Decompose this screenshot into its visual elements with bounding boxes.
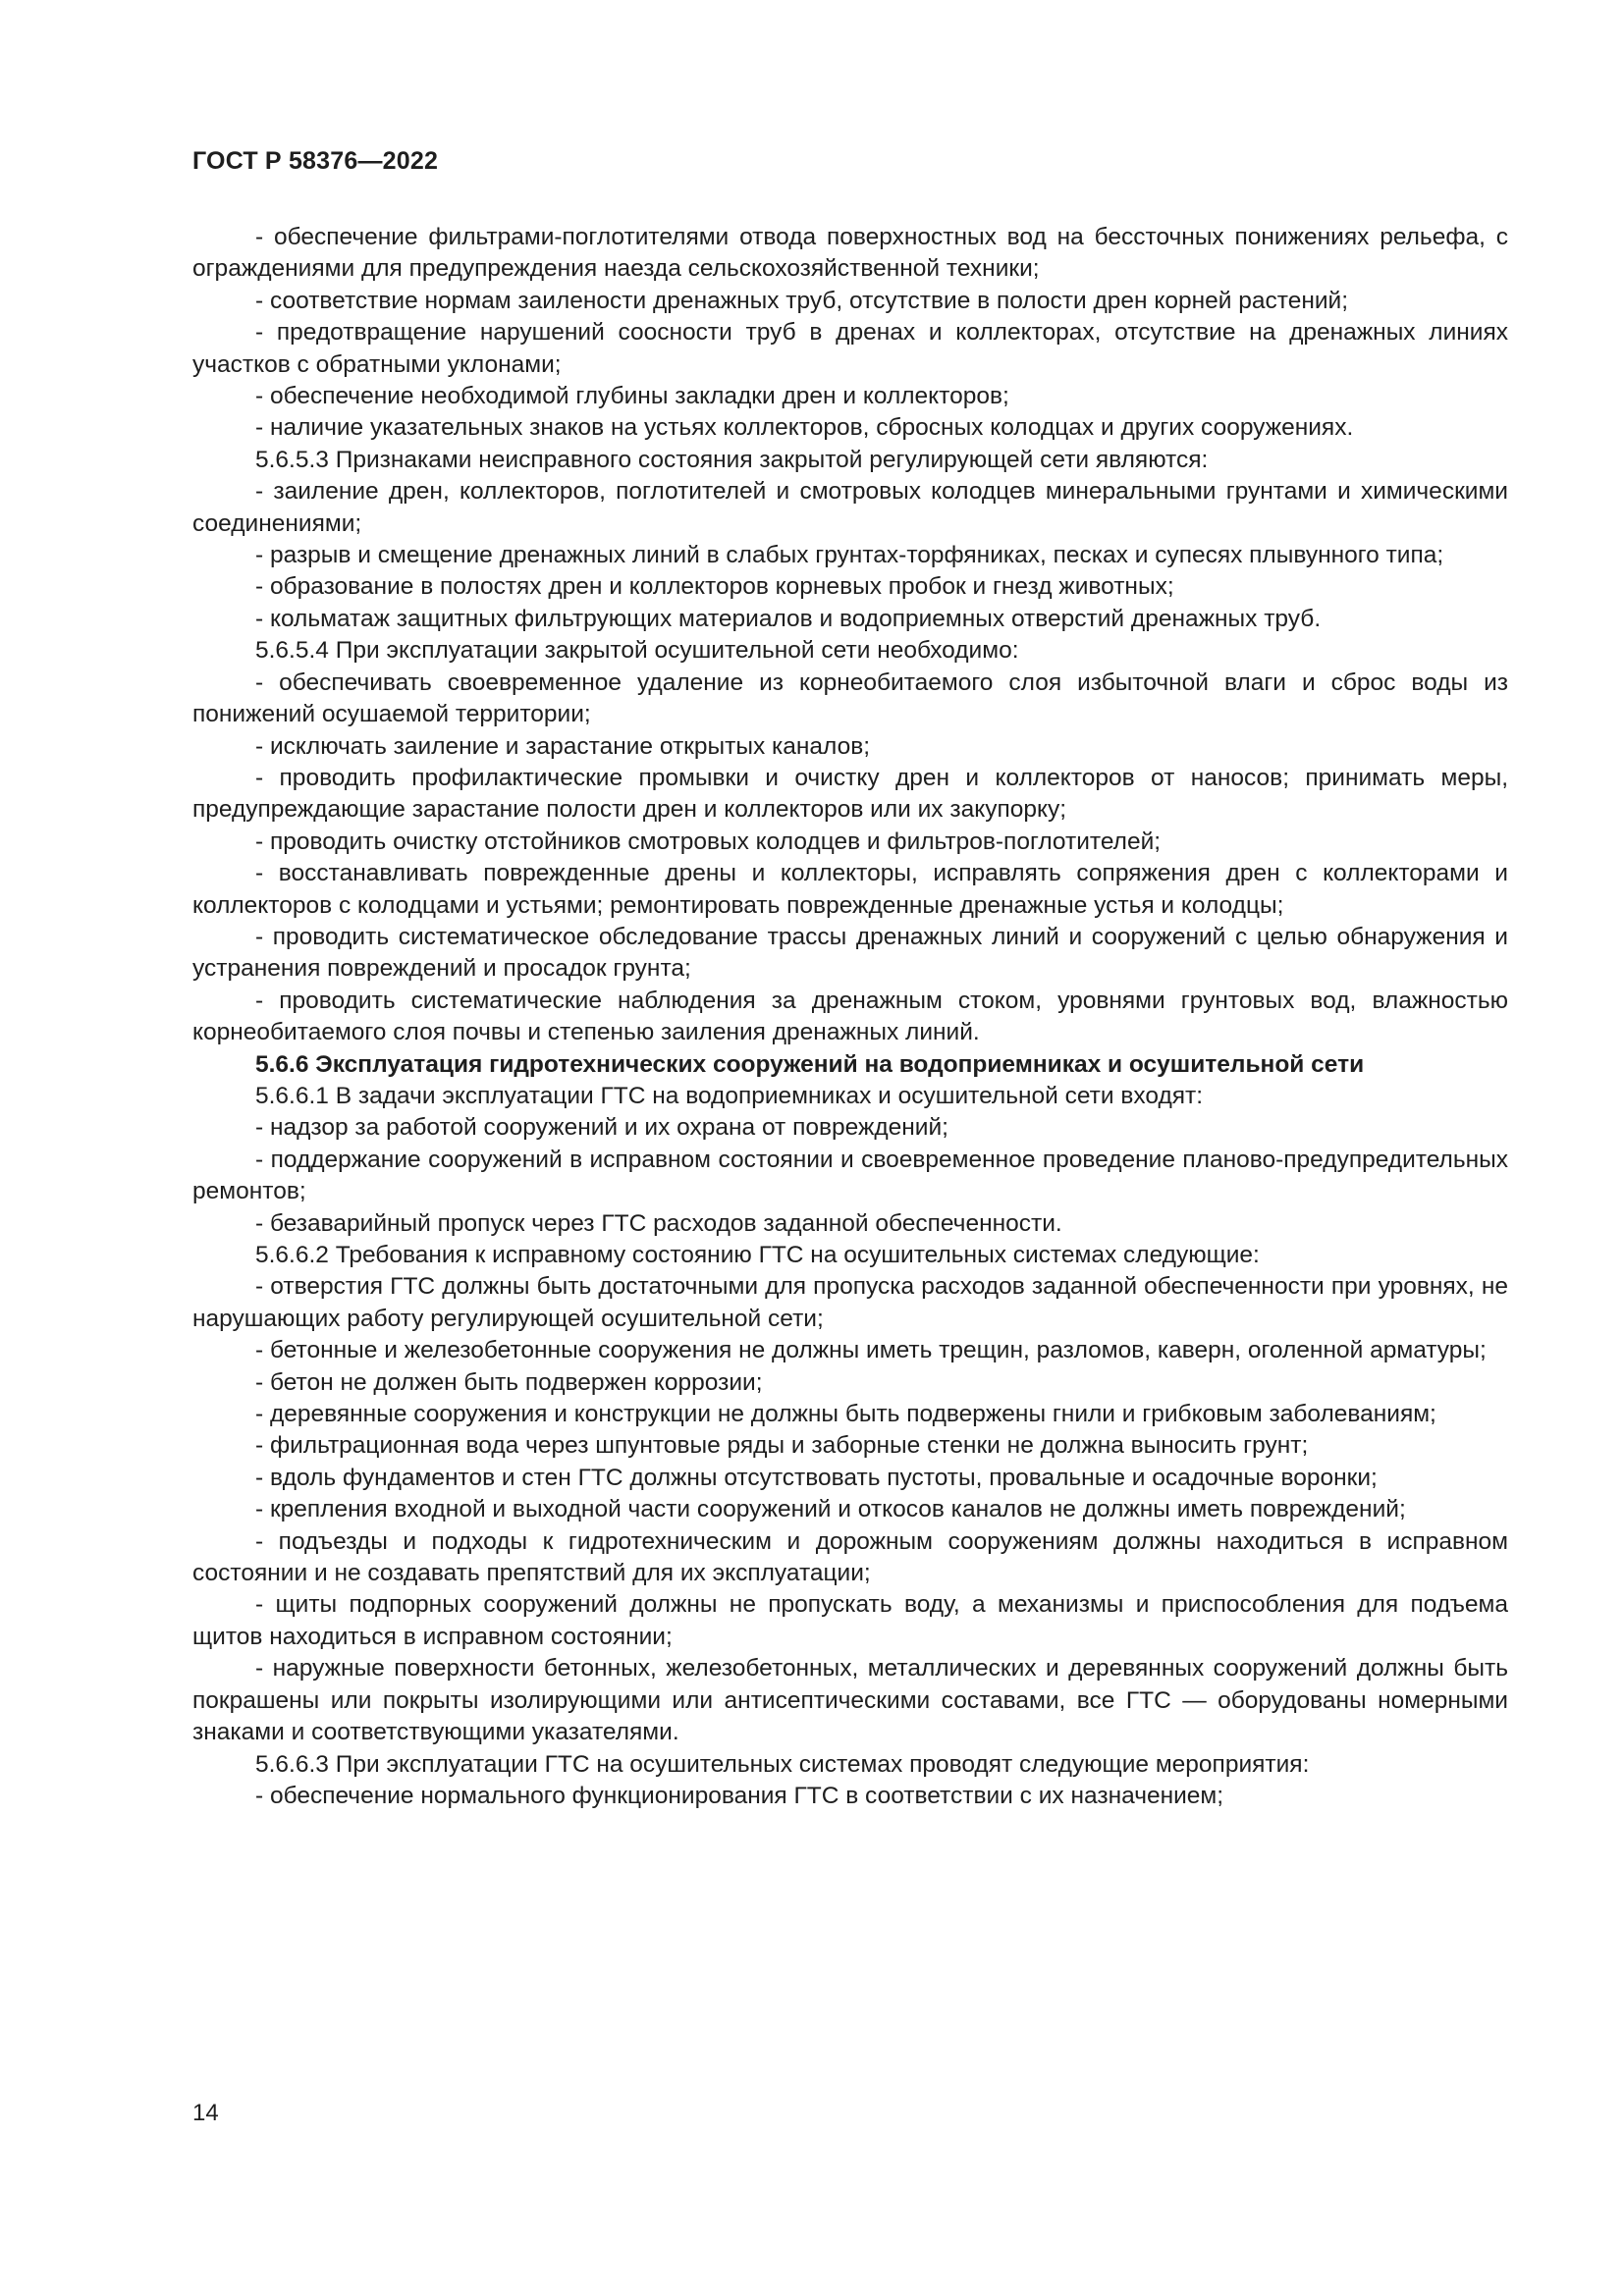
paragraph: - кольматаж защитных фильтрующих материалов и водоприемных отверстий дренажных труб.	[255, 605, 1322, 632]
paragraph: - образование в полостях дрен и коллекторов корневых пробок и гнезд животных;	[255, 573, 1174, 601]
paragraph: - щиты подпорных сооружений должны не пропускать воду, а механизмы и приспособления для подъема щитов находиться в исправном состоянии;	[192, 1591, 1508, 1650]
paragraph: - надзор за работой сооружений и их охрана от повреждений;	[255, 1114, 948, 1142]
paragraph: - обеспечение нормального функционирования ГТС в соответствии с их назначением;	[255, 1782, 1224, 1809]
paragraph: - подъезды и подходы к гидротехническим и дорожным сооружениям должны находиться в исправном состоянии и не создавать препятствий для их эксплуатации;	[192, 1527, 1508, 1587]
paragraph: 5.6.6.2 Требования к исправному состоянию ГТС на осушительных системах следующие:	[255, 1242, 1260, 1268]
paragraph: - обеспечивать своевременное удаление из корнеобитаемого слоя избыточной влаги и сброс воды из понижений осушаемой территории;	[192, 668, 1508, 728]
paragraph: - исключать заиление и зарастание открытых каналов;	[255, 732, 871, 760]
paragraph: - вдоль фундаментов и стен ГТС должны отсутствовать пустоты, провальные и осадочные воронки;	[255, 1464, 1378, 1491]
paragraph: - предотвращение нарушений соосности труб в дренах и коллекторах, отсутствие на дренажных линиях участков с обратными уклонами;	[192, 319, 1508, 378]
paragraph: - наличие указательных знаков на устьях коллекторов, сбросных колодцах и других сооружениях.	[255, 414, 1354, 442]
paragraph: - обеспечение фильтрами-поглотителями отвода поверхностных вод на бессточных понижениях рельефа, с ограждениями для предупреждения наезда сельскохозяйственной техники;	[192, 224, 1508, 283]
paragraph: 5.6.5.3 Признаками неисправного состояния закрытой регулирующей сети являются:	[255, 446, 1209, 473]
page-number: 14	[192, 2100, 219, 2126]
paragraph: - безаварийный пропуск через ГТС расходов заданной обеспеченности.	[255, 1209, 1062, 1237]
paragraph: - отверстия ГТС должны быть достаточными для пропуска расходов заданной обеспеченности при уровнях, не нарушающих работу регулирующей осушительной сети;	[192, 1273, 1508, 1332]
paragraph: - проводить очистку отстойников смотровых колодцев и фильтров-поглотителей;	[255, 828, 1162, 855]
paragraph: - проводить систематические наблюдения за дренажным стоком, уровнями грунтовых вод, влажностью корнеобитаемого слоя почвы и степенью заиления дренажных линий.	[192, 987, 1508, 1046]
paragraph: - бетон не должен быть подвержен коррозии;	[255, 1368, 763, 1396]
paragraph: 5.6.5.4 При эксплуатации закрытой осушительной сети необходимо:	[255, 637, 1019, 665]
paragraph: 5.6.6.1 В задачи эксплуатации ГТС на водоприемниках и осушительной сети входят:	[255, 1082, 1204, 1109]
paragraph: - обеспечение необходимой глубины закладки дрен и коллекторов;	[255, 383, 1009, 410]
paragraph: - наружные поверхности бетонных, железобетонных, металлических и деревянных сооружений должны быть покрашены или покрыты изолирующими или антисептическими составами, все ГТС — оборудованы номерными знаками и соответствующими указателями.	[192, 1655, 1508, 1746]
paragraph: - деревянные сооружения и конструкции не должны быть подвержены гнили и грибковым заболеваниям;	[255, 1401, 1436, 1428]
paragraph: - восстанавливать поврежденные дрены и коллекторы, исправлять сопряжения дрен с коллекторами и коллекторов с колодцами и устьями; ремонтировать поврежденные дренажные устья и колодцы;	[192, 860, 1508, 919]
document-body	[192, 222, 1508, 1812]
paragraph: 5.6.6.3 При эксплуатации ГТС на осушительных системах проводят следующие мероприятия:	[255, 1750, 1310, 1778]
paragraph: - фильтрационная вода через шпунтовые ряды и заборные стенки не должна выносить грунт;	[255, 1432, 1309, 1460]
document-header: ГОСТ Р 58376—2022	[192, 147, 439, 175]
paragraph: - крепления входной и выходной части сооружений и откосов каналов не должны иметь повреждений;	[255, 1496, 1406, 1523]
paragraph: - разрыв и смещение дренажных линий в слабых грунтах-торфяниках, песках и супесях плывунного типа;	[255, 542, 1444, 569]
paragraph: - проводить систематическое обследование трассы дренажных линий и сооружений с целью обнаружения и устранения повреждений и просадок грунта;	[192, 923, 1508, 983]
paragraph: - поддержание сооружений в исправном состоянии и своевременное проведение планово-предупредительных ремонтов;	[192, 1146, 1508, 1205]
section-heading: 5.6.6 Эксплуатация гидротехнических сооружений на водоприемниках и осушительной сети	[255, 1050, 1365, 1078]
paragraph: - бетонные и железобетонные сооружения не должны иметь трещин, разломов, каверн, оголенной арматуры;	[255, 1337, 1487, 1364]
paragraph: - заиление дрен, коллекторов, поглотителей и смотровых колодцев минеральными грунтами и химическими соединениями;	[192, 478, 1508, 537]
paragraph: - соответствие нормам заилености дренажных труб, отсутствие в полости дрен корней растений;	[255, 287, 1349, 314]
paragraph: - проводить профилактические промывки и очистку дрен и коллекторов от наносов; принимать меры, предупреждающие зарастание полости дрен и коллекторов или их закупорку;	[192, 764, 1508, 824]
